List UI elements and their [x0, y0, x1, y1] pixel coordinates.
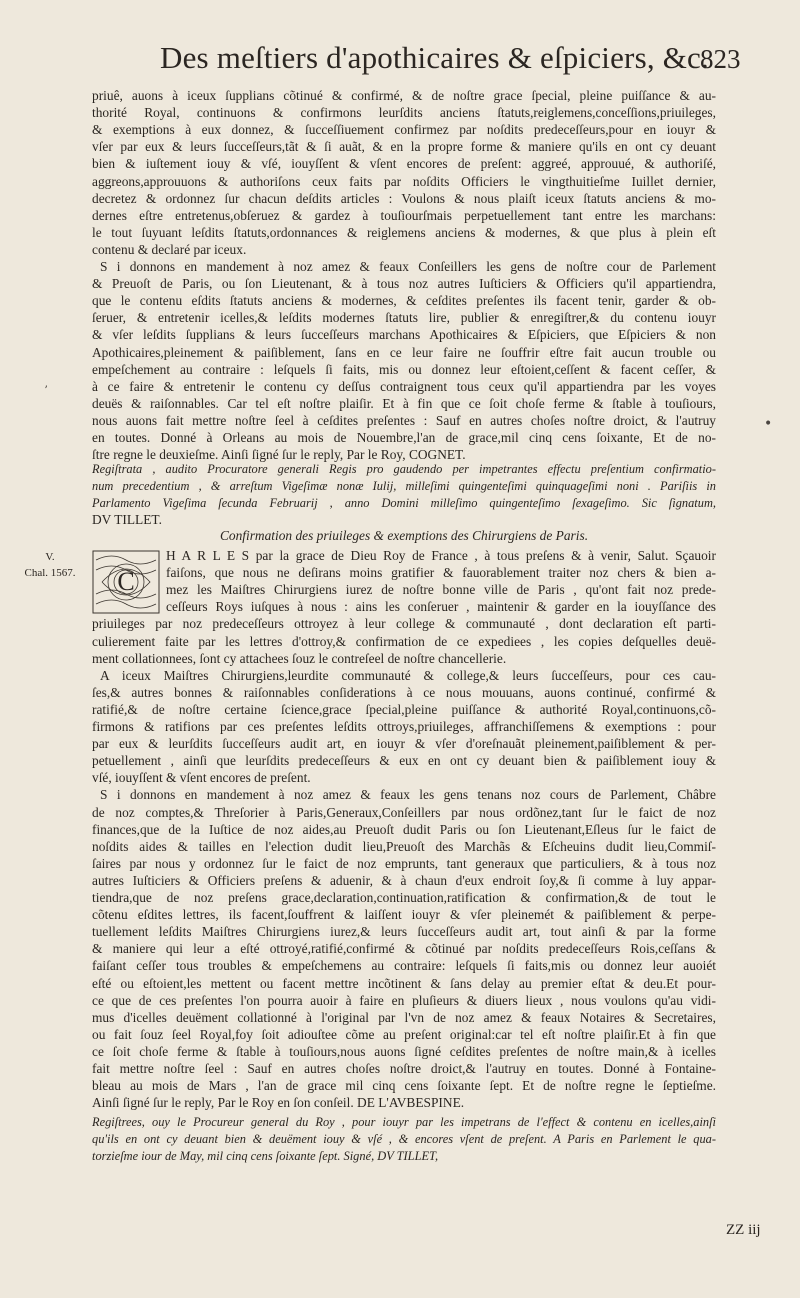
decorative-initial-c	[92, 550, 160, 614]
text-line: deuës & raiſonnables. Car tel eſt noſtre plaiſir. Et à fin que ce ſoit choſe ferme & ſtable à touſiours,	[92, 395, 716, 411]
text-line: bien & iuſtement iouy & vſé, iouyſſent & vſent encores de preſent: aggreé, approuué, & authoriſé,	[92, 156, 716, 172]
text-line: ment collationnees, ſont cy attachees ſouz le contreſeel de noſtre chancellerie.	[92, 650, 507, 666]
registration-line: torzieſme iour de May, mil cinq cens ſoixante ſept. Signé, DV TILLET,	[92, 1149, 439, 1163]
text-line: noſdits aides & tailles en l'election dudit lieu,Preuoſt des Marchãs & Eſcheuins dudit lieu,Commiſ-	[92, 838, 716, 854]
text-line: Ainſi ſigné ſur le reply, Par le Roy en ſon conſeil. DE L'AVBESPINE.	[92, 1095, 465, 1111]
text-line: contenu & declaré par iceux.	[92, 241, 247, 257]
text-line: ce que de ces preſentes l'on pourra auoir à faire en pluſieurs & diuers lieux , nous voulons qu'au vidi-	[92, 992, 716, 1008]
section-title: Confirmation des priuileges & exemptions des Chirurgiens de Paris.	[219, 528, 589, 543]
text-line: ſaires par nous y ordonnez ſur le faict de noz emprunts, tant generaux que particuliers, & à tous noz	[92, 855, 716, 871]
margin-note-v: V.	[45, 551, 55, 563]
text-line: à ce faire & entretenir le contenu cy deſſus contraignent tous ceux qu'il appartiendra par les voyes	[92, 378, 716, 394]
text-line: faiſant ceſſer tous troubles & empeſchemens au contraire: leſquels ſi faits,mis ou donnez leur auoiét	[92, 958, 716, 974]
text-line: cõtenu eſdites lettres, ils facent,ſouffrent & laiſſent iouyr & vſer pleinemét & paiſiblement & perpe-	[92, 907, 716, 923]
text-line: ſes,& autres bonnes & raiſonnables conſiderations à ce nous mouuans, auons continué, confirmé &	[92, 684, 716, 700]
text-line: thorité Royal, continuons & confirmons leurſdits anciens ſtatuts,reiglemens,conceſſions,priuileges,	[92, 105, 716, 121]
text-line: que le contenu eſdits ſtatuts anciens & modernes, & ceſdites preſentes ils facent tenir, garder & ob-	[92, 293, 716, 309]
text-line: priuileges par noz predeceſſeurs ottroyez à leur college & communauté , dont declaration eſt parti-	[92, 616, 716, 632]
text-line: aggreons,approuuons & authoriſons ceux faits par noſdits Officiers le vingthuitieſme Iuillet dernier,	[92, 173, 716, 189]
registration-line: DV TILLET.	[92, 512, 162, 527]
text-line: culierement faite par les lettres d'ottroy,& confirmation de ce expediees , les copies deſquelles deuë-	[92, 633, 716, 649]
text-line: ce ſoit choſe ferme & ſtable à touſiours,nous auons ſigné ceſdites preſentes de noſtre main,& à icelles	[92, 1043, 716, 1059]
text-line: decretez & ordonnez ſur chacun deſdits articles : Voulons & nous plaiſt iceux ſtatuts anciens & mo-	[92, 190, 716, 206]
text-line: & Preuoſt de Paris, ou ſon Lieutenant, & à tous noz autres Iuſticiers & Officiers qu'il appartiendra,	[92, 276, 716, 292]
text-line: firmons & ratifions par ces preſentes leſdits ottroys,priuileges, affranchiſſemens & exemptions : pour	[92, 719, 716, 734]
text-line: vſé, iouyſſent & vſent encores de preſent.	[92, 770, 311, 786]
text-line: bleau au mois de Mars , l'an de grace mil cinq cens ſoixante ſept. Et de noſtre regne le ſeptieſme.	[92, 1078, 716, 1094]
text-line: S i donnons en mandement à noz amez & feaux les gens tenans noz cours de Parlement, Châbre	[100, 787, 716, 803]
text-line: & vſer leſdits ſupplians & leurs ſucceſſeurs marchans Apothicaires & Eſpiciers, que Eſpiciers & non	[92, 327, 716, 343]
text-line: ſeruer, & entretenir icelles,& leſdits modernes ſtatuts lire, publier & enregiſtrer,& du contenu iouyr	[92, 310, 716, 326]
text-line: dernes eſtre entretenus,obſeruez & gardez à touſiourſmais perpetuellement tant entre les marchans:	[92, 207, 716, 223]
margin-note-date: Chal. 1567.	[24, 567, 76, 579]
text-line: ſtre regne le deuxieſme. Ainſi ſigné ſur le reply, Par le Roy, COGNET.	[92, 447, 466, 463]
text-line: empeſchement au contraire : leſquels ſi faits, mis ou donnez leur eſtoient,ceſſent & facent ceſſer, &	[92, 361, 716, 377]
text-line: A iceux Maiſtres Chirurgiens,leurdite communauté & college,& leurs ſucceſſeurs, pour ces cau-	[100, 667, 716, 683]
text-line: ratifié,& de noſtre certaine ſcience,grace ſpecial,pleine puiſſance & authorité Royal,continuons,cõ-	[92, 701, 716, 717]
page-title: Des meſtiers d'apothicaires & eſpiciers, &c.	[160, 40, 709, 75]
text-line: mez les Maiſtres Chirurgiens iurez de noſtre bonne ville de Paris , qu'ont fait noz prede-	[166, 582, 716, 598]
text-line: tiendra,que de noz preſens grace,declaration,continuation,ratification & confirmation,& de tout le	[92, 890, 716, 905]
margin-dot: •	[764, 416, 773, 432]
text-line: fait mettre noſtre ſeel : Sauf en autres choſes noſtre droict,& l'autruy en toutes. Donné à Fontaine-	[92, 1061, 716, 1076]
svg-text:C: C	[117, 567, 135, 596]
signature-mark: ZZ iij	[726, 1222, 761, 1238]
text-line: ou fait ſouz ſeel Royal,foy ſoit adiouſtee cõme au preſent original:car tel eſt noſtre plaiſir.Et à fin que	[92, 1026, 716, 1042]
text-line: autres Iuſticiers & Officiers preſens & aduenir, & à chaun d'eux endroit ſoy,& ſi comme à luy appar-	[92, 872, 716, 888]
text-line: S i donnons en mandement à noz amez & feaux Conſeillers les gens de noſtre cour de Parlement	[100, 259, 716, 274]
margin-mark: ʼ	[44, 384, 48, 397]
text-line: par eux & leurſdits ſucceſſeurs audit art, en iouyr & vſer d'oreſnauãt pleinement,paiſiblement & per-	[92, 736, 716, 752]
text-line: eſté ou eſtoient,les mettent ou facent mettre incõtinent & ſans delay au premier eſtat & deu.Et pour-	[92, 975, 716, 991]
text-line: H A R L E S par la grace de Dieu Roy de France , à tous preſens & à venir, Salut. Sçauoir	[166, 548, 716, 563]
text-line: Apothicaires,pleinement & paiſiblement, ſans en ce leur faire ne ſouffrir eſtre fait aucun trouble ou	[92, 344, 716, 360]
text-line: nous auons fait mettre noſtre ſeel à ceſdites preſentes : Sauf en autres choſes noſtre droict, & l'autruy	[92, 412, 716, 428]
text-line: en toutes. Donné à Orleans au mois de Nouembre,l'an de grace,mil cinq cens ſoixante, Et de no-	[92, 430, 716, 445]
registration-line: Parlamento Vigeſima ſecunda Februarij , anno Domini milleſimo quingenteſimo ſexageſimo. Sic ſignatum,	[92, 496, 716, 510]
registration-line: qu'ils en ont cy deuant bien & deuëment iouy & vſé , & encores vſent de preſent. A Paris en Parlement le qua-	[92, 1132, 716, 1146]
text-line: & exemptions à eux donnez, & ſucceſſiuement confirmez par noſdits predeceſſeurs,pour en iouyr &	[92, 122, 716, 138]
registration-line: num precedentium , & arreſtum Vigeſimæ nonæ Iulij, milleſimi quingenteſimi quinquageſimi noni . Pariſiis in	[92, 479, 716, 493]
registration-line: Regiſtrata , audito Procuratore generali Regis pro gaudendo per impetrantes effectu preſentium confirmatio-	[92, 462, 716, 476]
text-line: tuellement leſdits Maiſtres Chirurgiens iurez,& leurs ſucceſſeurs audit art, tout ainſi & par la forme	[92, 924, 716, 940]
text-line: vſer par eux & leurs ſucceſſeurs,tãt & ſi auãt, & en la propre forme & maniere qu'ils en ont cy deuant	[92, 139, 716, 155]
text-line: priuê, auons à iceux ſupplians cõtinué & confirmé, & de noſtre grace ſpecial, pleine puiſſance & au-	[92, 88, 716, 103]
text-line: de noz comptes,& Threſorier à Paris,Generaux,Conſeillers par nous ordõnez,tant ſur le faict de noz	[92, 804, 716, 820]
text-line: faiſons, que nous ne deſirans moins gratifier & fauorablement traiter noz chers & bien a-	[166, 565, 716, 581]
text-line: finances,que de la Iuſtice de noz aides,au Preuoſt dudit Paris ou ſon Lieutenant,Eſleus ſur le faict de	[92, 821, 716, 837]
text-line: le tout ſuyuant leſdits ſtatuts,ordonnances & reiglemens anciens & modernes, & que plus à plein eſt	[92, 224, 716, 240]
text-line: mus d'icelles deuëment collationné à l'original par l'vn de noz amez & feaux Notaires & Secretaires,	[92, 1009, 716, 1025]
text-line: petuellement , ainſi que leurſdits predeceſſeurs & eux en ont cy deuant bien & paiſiblement iouy &	[92, 753, 716, 769]
text-line: & maniere qui leur a eſté ottroyé,ratifié,confirmé & cõtinué par noſdits predeceſſeurs Rois,ceſſans &	[92, 941, 716, 957]
text-line: ceſſeurs Roys iuſques à nous : ains les conſeruer , maintenir & garder en la iouyſſance des	[166, 599, 716, 615]
page-number: 823	[700, 44, 741, 74]
registration-line: Regiſtrees, ouy le Procureur general du Roy , pour iouyr par les impetrans de l'effect & contenu en icelles,ainſi	[92, 1115, 716, 1129]
